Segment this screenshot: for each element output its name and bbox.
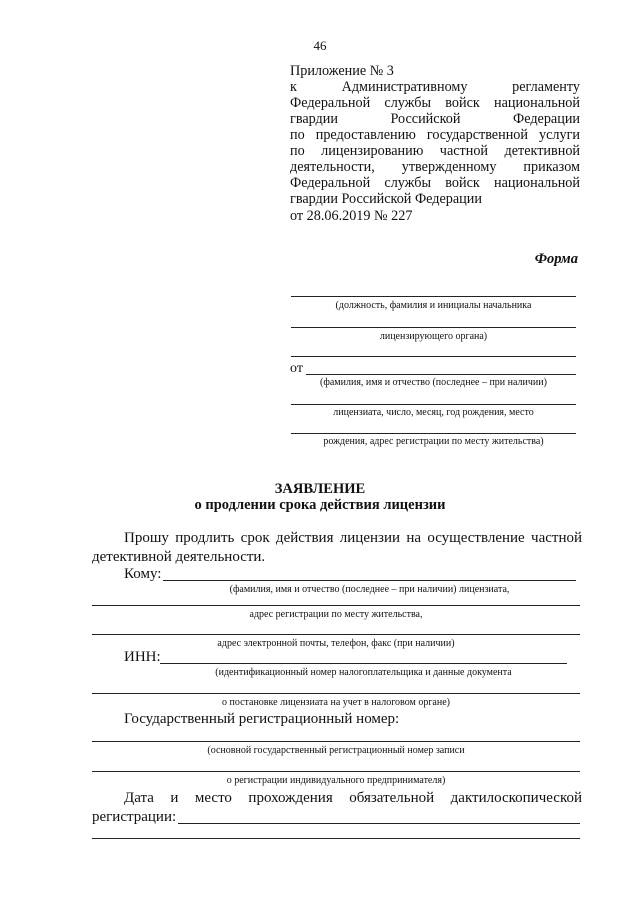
fingerprint-line-2[interactable] — [92, 838, 580, 839]
appendix-line-6: по лицензированию частной детективной — [290, 143, 580, 159]
addressee-line-3[interactable] — [291, 356, 576, 357]
to-caption-3: адрес электронной почты, телефон, факс (при наличии) — [217, 638, 455, 649]
form-label: Форма — [534, 251, 578, 267]
inn-caption-1: (идентификационный номер налогоплательщика и данные документа — [215, 667, 512, 678]
applicant-caption-1: (фамилия, имя и отчество (последнее – при наличии) — [320, 377, 547, 388]
page-number: 46 — [313, 38, 327, 53]
to-line-3[interactable] — [92, 634, 580, 635]
document-title: ЗАЯВЛЕНИЕ — [274, 481, 366, 497]
inn-line-1[interactable] — [160, 663, 567, 664]
applicant-line-1[interactable] — [306, 374, 576, 375]
appendix-line-10: от 28.06.2019 № 227 — [290, 208, 413, 224]
inn-label: ИНН: — [124, 649, 161, 665]
addressee-caption-2: лицензирующего органа) — [379, 331, 488, 342]
to-label: Кому: — [124, 566, 162, 582]
from-label: от — [290, 361, 303, 376]
appendix-line-7: деятельности, утвержденному приказом — [290, 159, 580, 175]
appendix-line-3: Федеральной службы войск национальной — [290, 95, 580, 111]
ogrn-line-2[interactable] — [92, 771, 580, 772]
fingerprint-label-line-2: регистрации: — [92, 809, 177, 825]
appendix-line-2: к Административному регламенту — [290, 79, 580, 95]
applicant-line-3[interactable] — [291, 433, 576, 434]
addressee-line-2[interactable] — [291, 327, 576, 328]
ogrn-line-1[interactable] — [92, 741, 580, 742]
to-line-2[interactable] — [92, 605, 580, 606]
fingerprint-label-line-1: Дата и место прохождения обязательной дактилоскопической — [124, 790, 582, 806]
appendix-line-5: по предоставлению государственной услуги — [290, 127, 580, 143]
inn-line-2[interactable] — [92, 693, 580, 694]
ogrn-caption-1: (основной государственный регистрационный номер записи — [207, 745, 465, 756]
applicant-caption-2: лицензиата, число, месяц, год рождения, место — [333, 407, 534, 418]
inn-caption-2: о постановке лицензиата на учет в налоговом органе) — [221, 697, 450, 708]
applicant-line-2[interactable] — [291, 404, 576, 405]
appendix-line-9: гвардии Российской Федерации — [290, 191, 482, 207]
to-caption-2: адрес регистрации по месту жительства, — [249, 609, 423, 620]
addressee-caption-1: (должность, фамилия и инициалы начальника — [335, 300, 532, 311]
to-caption-1: (фамилия, имя и отчество (последнее – при наличии) лицензиата, — [229, 584, 510, 595]
document-subtitle: о продлении срока действия лицензии — [194, 497, 446, 513]
ogrn-caption-2: о регистрации индивидуального предпринимателя) — [226, 775, 446, 786]
appendix-line-4: гвардии Российской Федерации — [290, 111, 580, 127]
appendix-line-8: Федеральной службы войск национальной — [290, 175, 580, 191]
fingerprint-line-1[interactable] — [178, 823, 580, 824]
request-paragraph: Прошу продлить срок действия лицензии на осуществление частной детективной деятельности. — [92, 530, 582, 565]
appendix-line-1: Приложение № 3 — [290, 63, 394, 79]
ogrn-label: Государственный регистрационный номер: — [124, 711, 400, 727]
addressee-line-1[interactable] — [291, 296, 576, 297]
applicant-caption-3: рождения, адрес регистрации по месту жительства) — [323, 436, 544, 447]
to-line-1[interactable] — [163, 580, 576, 581]
